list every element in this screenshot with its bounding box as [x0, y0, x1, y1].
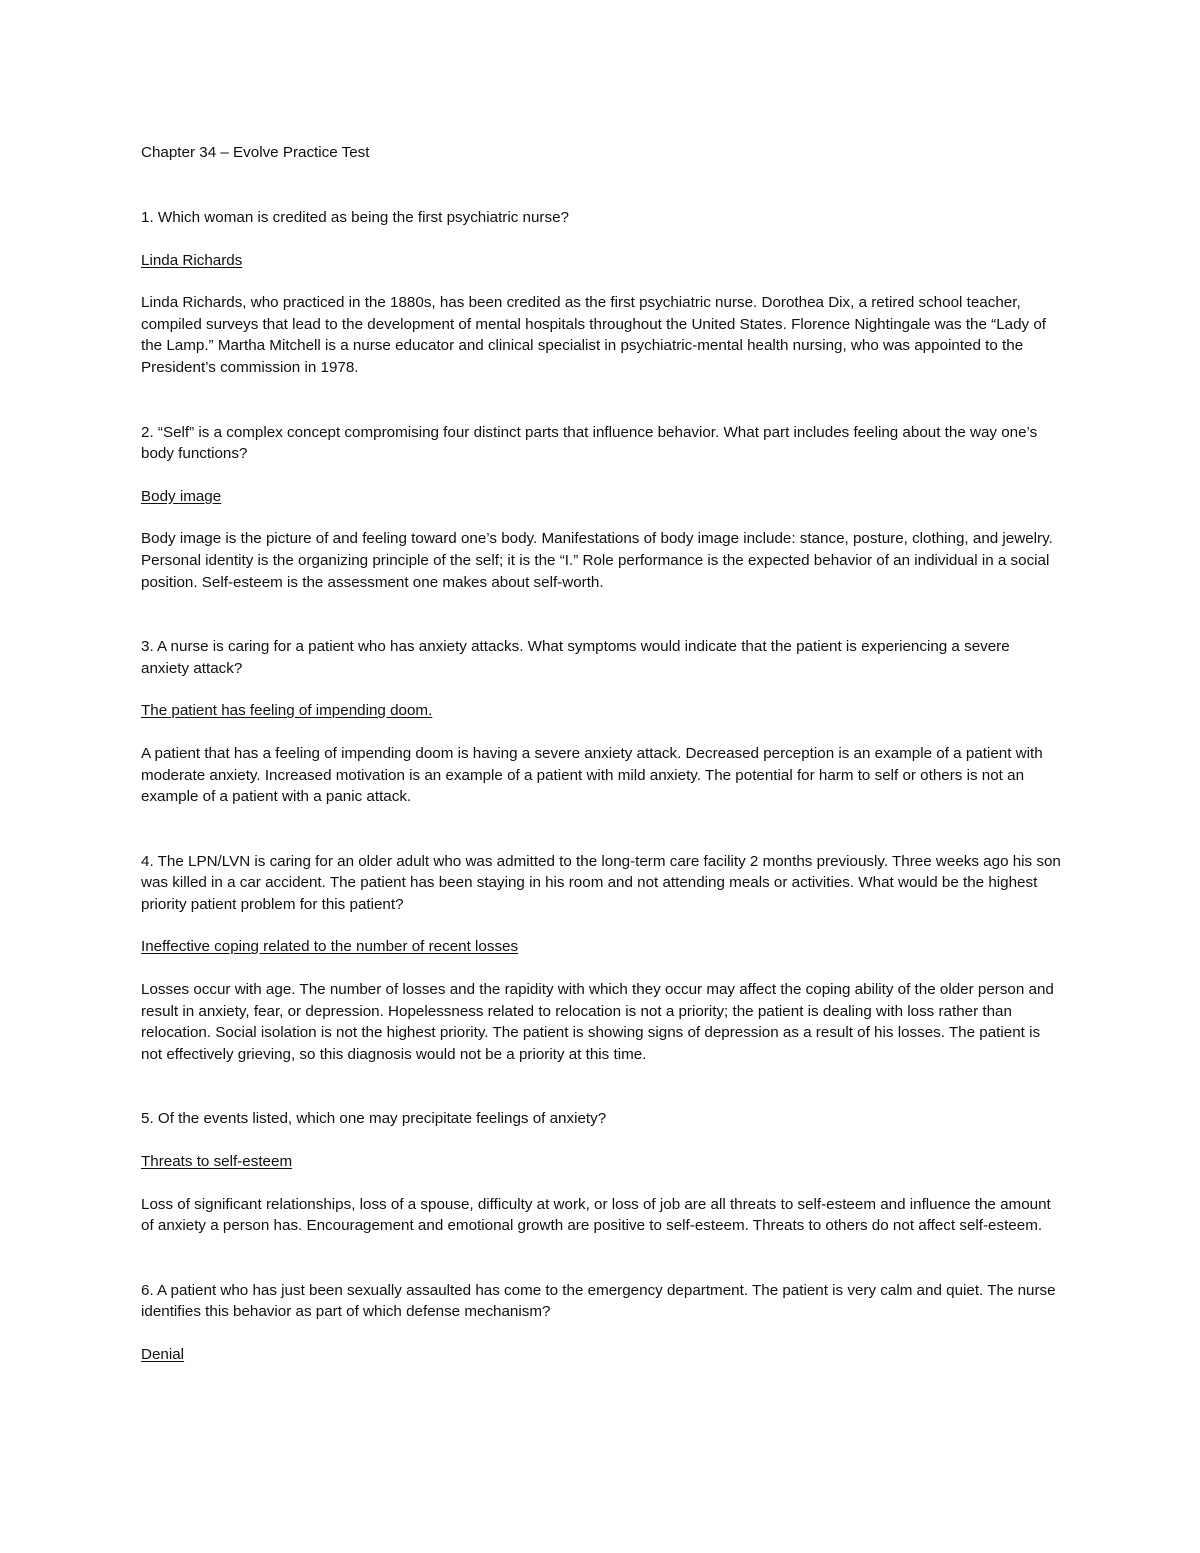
explanation-5: Loss of significant relationships, loss of a spouse, difficulty at work, or loss of job are all threats to self-esteem and influence the amount of anxiety a person has. Encouragement and emotional growth are positive to self-esteem. Threats to others do not affect self-esteem. [141, 1195, 1051, 1235]
question-3: 3. A nurse is caring for a patient who has anxiety attacks. What symptoms would indicate that the patient is experiencing a severe anxiety attack? [141, 638, 1010, 677]
explanation-4: Losses occur with age. The number of losses and the rapidity with which they occur may affect the coping ability of the older person and result in anxiety, fear, or depression. Hopelessness related to relocation is not a priority; the patient is dealing with loss rather than relocation. Social isolation is not the highest priority. The patient is showing signs of depression as a result of his losses. The patient is not effectively grieving, so this diagnosis would not be a priority at this time. [141, 981, 1054, 1063]
document-page [141, 142, 1061, 1366]
explanation-3: A patient that has a feeling of impending doom is having a severe anxiety attack. Decreased perception is an example of a patient with moderate anxiety. Increased motivation is an example of a patient with mild anxiety. The potential for harm to self or others is not an example of a patient with a panic attack. [141, 744, 1043, 806]
explanation-2: Body image is the picture of and feeling toward one’s body. Manifestations of body image include: stance, posture, clothing, and jewelry. Personal identity is the organizing principle of the self; it is the “I.” Role performance is the expected behavior of an individual in a social position. Self-esteem is the assessment one makes about self-worth. [141, 530, 1053, 591]
question-6: 6. A patient who has just been sexually assaulted has come to the emergency department. The patient is very calm and quiet. The nurse identifies this behavior as part of which defense mechanism? [141, 1281, 1056, 1321]
answer-2: Body image [141, 487, 222, 505]
question-4: 4. The LPN/LVN is caring for an older adult who was admitted to the long-term care facility 2 months previously. Three weeks ago his son was killed in a car accident. The patient has been staying in his room and not attending meals or activities. What would be the highest priority patient problem for this patient? [141, 852, 1061, 913]
answer-3: The patient has feeling of impending doom. [141, 702, 433, 720]
answer-1: Linda Richards [141, 251, 243, 269]
question-5: 5. Of the events listed, which one may precipitate feelings of anxiety? [141, 1110, 607, 1128]
answer-4: Ineffective coping related to the number of recent losses [141, 938, 519, 956]
question-2: 2. “Self” is a complex concept compromising four distinct parts that influence behavior. What part includes feeling about the way one’s body functions? [141, 423, 1038, 463]
answer-5: Threats to self-esteem [141, 1153, 293, 1171]
answer-6: Denial [141, 1346, 185, 1363]
question-1: 1. Which woman is credited as being the first psychiatric nurse? [141, 209, 569, 226]
explanation-1: Linda Richards, who practiced in the 1880s, has been credited as the first psychiatric nurse. Dorothea Dix, a retired school teacher, compiled surveys that lead to the development of mental hospitals throughout the United States. Florence Nightingale was the “Lady of the Lamp.” Martha Mitchell is a nurse educator and clinical specialist in psychiatric-mental health nursing, who was appointed to the President’s commission in 1978. [141, 294, 1047, 376]
page-title: Chapter 34 – Evolve Practice Test [141, 144, 370, 161]
